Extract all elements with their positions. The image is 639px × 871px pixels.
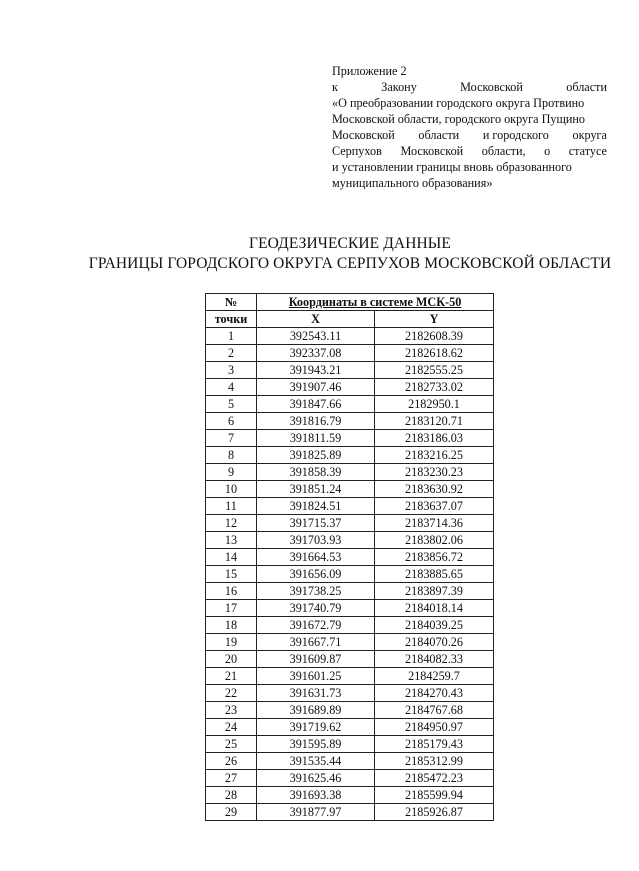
point-number-cell: 24 <box>206 719 257 736</box>
point-number-cell: 3 <box>206 362 257 379</box>
point-number-cell: 2 <box>206 345 257 362</box>
table-row <box>206 430 494 447</box>
y-coordinate-cell: 2183714.36 <box>375 515 494 532</box>
table-body <box>206 328 494 821</box>
table-row <box>206 651 494 668</box>
x-coordinate-cell: 391943.21 <box>257 362 375 379</box>
table-row <box>206 328 494 345</box>
appendix-line: Серпухов Московской области, о статусе <box>332 144 607 158</box>
x-coordinate-cell: 391595.89 <box>257 736 375 753</box>
y-coordinate-cell: 2183120.71 <box>375 413 494 430</box>
appendix-line: Московской области, городского округа Пущино <box>332 112 586 126</box>
point-number-cell: 22 <box>206 685 257 702</box>
point-number-cell: 27 <box>206 770 257 787</box>
point-number-cell: 16 <box>206 583 257 600</box>
table-row <box>206 753 494 770</box>
x-coordinate-cell: 391609.87 <box>257 651 375 668</box>
table-row <box>206 447 494 464</box>
point-number-cell: 5 <box>206 396 257 413</box>
point-number-cell: 15 <box>206 566 257 583</box>
header-point-label: точки <box>206 311 257 328</box>
point-number-cell: 4 <box>206 379 257 396</box>
table-row <box>206 685 494 702</box>
table-row <box>206 617 494 634</box>
point-number-cell: 19 <box>206 634 257 651</box>
y-coordinate-cell: 2185179.43 <box>375 736 494 753</box>
y-coordinate-cell: 2184259.7 <box>375 668 494 685</box>
point-number-cell: 20 <box>206 651 257 668</box>
x-coordinate-cell: 391625.46 <box>257 770 375 787</box>
point-number-cell: 25 <box>206 736 257 753</box>
point-number-cell: 21 <box>206 668 257 685</box>
header-point-number: № <box>206 294 257 311</box>
y-coordinate-cell: 2185926.87 <box>375 804 494 821</box>
header-y: Y <box>375 311 494 328</box>
point-number-cell: 13 <box>206 532 257 549</box>
y-coordinate-cell: 2184270.43 <box>375 685 494 702</box>
y-coordinate-cell: 2183230.23 <box>375 464 494 481</box>
point-number-cell: 8 <box>206 447 257 464</box>
point-number-cell: 23 <box>206 702 257 719</box>
x-coordinate-cell: 391715.37 <box>257 515 375 532</box>
point-number-cell: 9 <box>206 464 257 481</box>
y-coordinate-cell: 2184070.26 <box>375 634 494 651</box>
y-coordinate-cell: 2184767.68 <box>375 702 494 719</box>
appendix-line: «О преобразовании городского округа Протвино <box>332 96 585 110</box>
y-coordinate-cell: 2182733.02 <box>375 379 494 396</box>
table-row <box>206 787 494 804</box>
point-number-cell: 29 <box>206 804 257 821</box>
point-number-cell: 26 <box>206 753 257 770</box>
y-coordinate-cell: 2183637.07 <box>375 498 494 515</box>
header-coordinate-system: Координаты в системе МСК-50 <box>257 294 494 311</box>
y-coordinate-cell: 2185312.99 <box>375 753 494 770</box>
document-title: ГЕОДЕЗИЧЕСКИЕ ДАННЫЕ <box>249 235 451 252</box>
coordinates-table <box>205 293 494 821</box>
x-coordinate-cell: 391824.51 <box>257 498 375 515</box>
point-number-cell: 1 <box>206 328 257 345</box>
x-coordinate-cell: 391693.38 <box>257 787 375 804</box>
table-row <box>206 566 494 583</box>
y-coordinate-cell: 2184018.14 <box>375 600 494 617</box>
y-coordinate-cell: 2185472.23 <box>375 770 494 787</box>
header-x: X <box>257 311 375 328</box>
appendix-line: муниципального образования» <box>332 176 493 190</box>
appendix-line: и установлении границы вновь образованного <box>332 160 572 174</box>
x-coordinate-cell: 391689.89 <box>257 702 375 719</box>
appendix-header <box>332 63 607 191</box>
x-coordinate-cell: 391664.53 <box>257 549 375 566</box>
table-row <box>206 719 494 736</box>
point-number-cell: 7 <box>206 430 257 447</box>
y-coordinate-cell: 2182555.25 <box>375 362 494 379</box>
table-row <box>206 515 494 532</box>
x-coordinate-cell: 391816.79 <box>257 413 375 430</box>
appendix-line: Московской области и городского округа <box>332 128 607 142</box>
point-number-cell: 12 <box>206 515 257 532</box>
x-coordinate-cell: 391738.25 <box>257 583 375 600</box>
x-coordinate-cell: 391667.71 <box>257 634 375 651</box>
point-number-cell: 17 <box>206 600 257 617</box>
table-row <box>206 362 494 379</box>
table-row <box>206 668 494 685</box>
x-coordinate-cell: 392337.08 <box>257 345 375 362</box>
y-coordinate-cell: 2182618.62 <box>375 345 494 362</box>
point-number-cell: 6 <box>206 413 257 430</box>
x-coordinate-cell: 391631.73 <box>257 685 375 702</box>
table-row <box>206 464 494 481</box>
x-coordinate-cell: 391907.46 <box>257 379 375 396</box>
y-coordinate-cell: 2182608.39 <box>375 328 494 345</box>
table-row <box>206 770 494 787</box>
x-coordinate-cell: 391877.97 <box>257 804 375 821</box>
point-number-cell: 10 <box>206 481 257 498</box>
point-number-cell: 18 <box>206 617 257 634</box>
table-row <box>206 600 494 617</box>
table-row <box>206 532 494 549</box>
y-coordinate-cell: 2184039.25 <box>375 617 494 634</box>
appendix-line: Приложение 2 <box>332 64 407 78</box>
point-number-cell: 11 <box>206 498 257 515</box>
y-coordinate-cell: 2183216.25 <box>375 447 494 464</box>
y-coordinate-cell: 2182950.1 <box>375 396 494 413</box>
x-coordinate-cell: 391858.39 <box>257 464 375 481</box>
y-coordinate-cell: 2183630.92 <box>375 481 494 498</box>
x-coordinate-cell: 391703.93 <box>257 532 375 549</box>
point-number-cell: 28 <box>206 787 257 804</box>
y-coordinate-cell: 2183856.72 <box>375 549 494 566</box>
table-row <box>206 413 494 430</box>
table-row <box>206 549 494 566</box>
x-coordinate-cell: 391825.89 <box>257 447 375 464</box>
document-subtitle: ГРАНИЦЫ ГОРОДСКОГО ОКРУГА СЕРПУХОВ МОСКОВСКОЙ ОБЛАСТИ <box>88 255 612 272</box>
point-number-cell: 14 <box>206 549 257 566</box>
y-coordinate-cell: 2183885.65 <box>375 566 494 583</box>
x-coordinate-cell: 391535.44 <box>257 753 375 770</box>
table-row <box>206 498 494 515</box>
table-row <box>206 583 494 600</box>
x-coordinate-cell: 391851.24 <box>257 481 375 498</box>
y-coordinate-cell: 2183802.06 <box>375 532 494 549</box>
table-row <box>206 481 494 498</box>
x-coordinate-cell: 391672.79 <box>257 617 375 634</box>
table-row <box>206 804 494 821</box>
y-coordinate-cell: 2183186.03 <box>375 430 494 447</box>
y-coordinate-cell: 2184082.33 <box>375 651 494 668</box>
y-coordinate-cell: 2183897.39 <box>375 583 494 600</box>
x-coordinate-cell: 391740.79 <box>257 600 375 617</box>
table-row <box>206 345 494 362</box>
x-coordinate-cell: 391719.62 <box>257 719 375 736</box>
table-row <box>206 379 494 396</box>
x-coordinate-cell: 391656.09 <box>257 566 375 583</box>
x-coordinate-cell: 391847.66 <box>257 396 375 413</box>
table-row <box>206 736 494 753</box>
y-coordinate-cell: 2185599.94 <box>375 787 494 804</box>
x-coordinate-cell: 392543.11 <box>257 328 375 345</box>
x-coordinate-cell: 391811.59 <box>257 430 375 447</box>
table-row <box>206 634 494 651</box>
x-coordinate-cell: 391601.25 <box>257 668 375 685</box>
appendix-line: к Закону Московской области <box>332 80 607 94</box>
y-coordinate-cell: 2184950.97 <box>375 719 494 736</box>
table-row <box>206 396 494 413</box>
table-row <box>206 702 494 719</box>
